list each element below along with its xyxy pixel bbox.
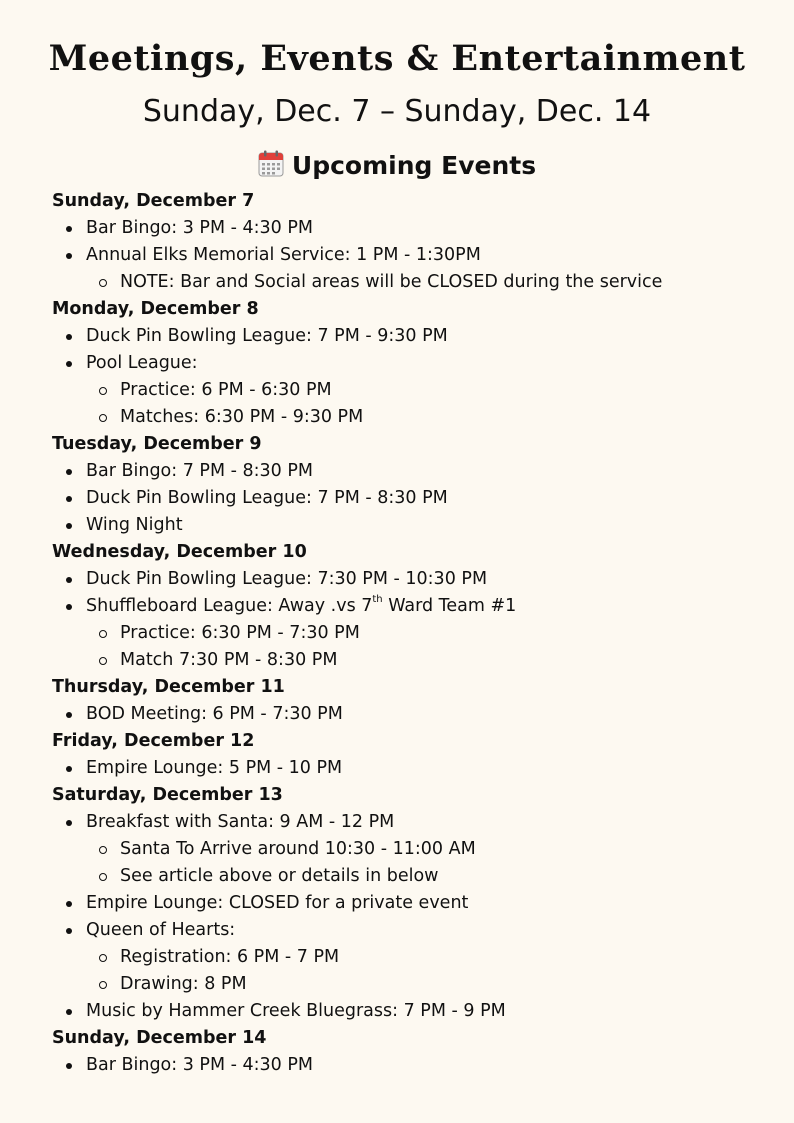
event-subitem: Practice: 6:30 PM - 7:30 PM (52, 620, 772, 647)
event-text: Shuffleboard League: Away .vs 7 (86, 596, 373, 616)
event-text: Duck Pin Bowling League: 7:30 PM - 10:30 PM (86, 569, 488, 589)
date-range-subtitle: Sunday, Dec. 7 – Sunday, Dec. 14 (142, 94, 652, 129)
event-subitem: Santa To Arrive around 10:30 - 11:00 AM (52, 836, 772, 863)
event-subitem: Practice: 6 PM - 6:30 PM (52, 377, 772, 404)
event-item (52, 350, 772, 377)
event-item (52, 512, 772, 539)
event-item (52, 215, 772, 242)
event-item (52, 1052, 772, 1079)
event-item (52, 566, 772, 593)
event-item (52, 458, 772, 485)
event-text: Bar Bingo: 7 PM - 8:30 PM (86, 461, 314, 481)
event-text: Duck Pin Bowling League: 7 PM - 9:30 PM (86, 326, 448, 346)
event-item (52, 809, 772, 836)
calendar-icon (258, 150, 284, 177)
event-subitem: NOTE: Bar and Social areas will be CLOSED during the service (52, 269, 772, 296)
day-heading: Friday, December 12 (52, 731, 255, 751)
event-text: Bar Bingo: 3 PM - 4:30 PM (86, 218, 314, 238)
event-text: Empire Lounge: 5 PM - 10 PM (86, 758, 343, 778)
event-text-continued: Ward Team #1 (382, 596, 517, 616)
event-item (52, 917, 772, 944)
day-heading: Tuesday, December 9 (52, 434, 262, 454)
event-text: Breakfast with Santa: 9 AM - 12 PM (86, 812, 395, 832)
event-item (52, 242, 772, 269)
event-text: Annual Elks Memorial Service: 1 PM - 1:30PM (86, 245, 481, 265)
section-heading-label: Upcoming Events (291, 151, 537, 180)
day-heading: Monday, December 8 (52, 299, 259, 319)
day-heading: Wednesday, December 10 (52, 542, 307, 562)
event-text: Queen of Hearts: (86, 920, 236, 940)
day-heading: Thursday, December 11 (52, 677, 285, 697)
event-item (52, 890, 772, 917)
event-item (52, 593, 772, 620)
day-heading: Saturday, December 13 (52, 785, 283, 805)
event-text: Music by Hammer Creek Bluegrass: 7 PM - 9 PM (86, 1001, 506, 1021)
day-heading: Sunday, December 14 (52, 1028, 267, 1048)
upcoming-events-heading (0, 150, 794, 180)
event-subitem: Match 7:30 PM - 8:30 PM (52, 647, 772, 674)
event-item (52, 701, 772, 728)
event-item (52, 755, 772, 782)
event-text: BOD Meeting: 6 PM - 7:30 PM (86, 704, 343, 724)
event-subitem: Drawing: 8 PM (52, 971, 772, 998)
event-schedule (52, 188, 772, 1079)
event-text: Duck Pin Bowling League: 7 PM - 8:30 PM (86, 488, 448, 508)
event-text: Pool League: (86, 353, 198, 373)
page-title: Meetings, Events & Entertainment (48, 38, 746, 79)
event-subitem: See article above or details in below (52, 863, 772, 890)
ordinal-suffix: th (372, 594, 383, 606)
event-text: Wing Night (86, 515, 183, 535)
event-text: Empire Lounge: CLOSED for a private event (86, 893, 469, 913)
event-text: Bar Bingo: 3 PM - 4:30 PM (86, 1055, 314, 1075)
event-subitem: Matches: 6:30 PM - 9:30 PM (52, 404, 772, 431)
event-item (52, 485, 772, 512)
day-heading: Sunday, December 7 (52, 191, 255, 211)
event-item (52, 998, 772, 1025)
event-item (52, 323, 772, 350)
event-subitem: Registration: 6 PM - 7 PM (52, 944, 772, 971)
